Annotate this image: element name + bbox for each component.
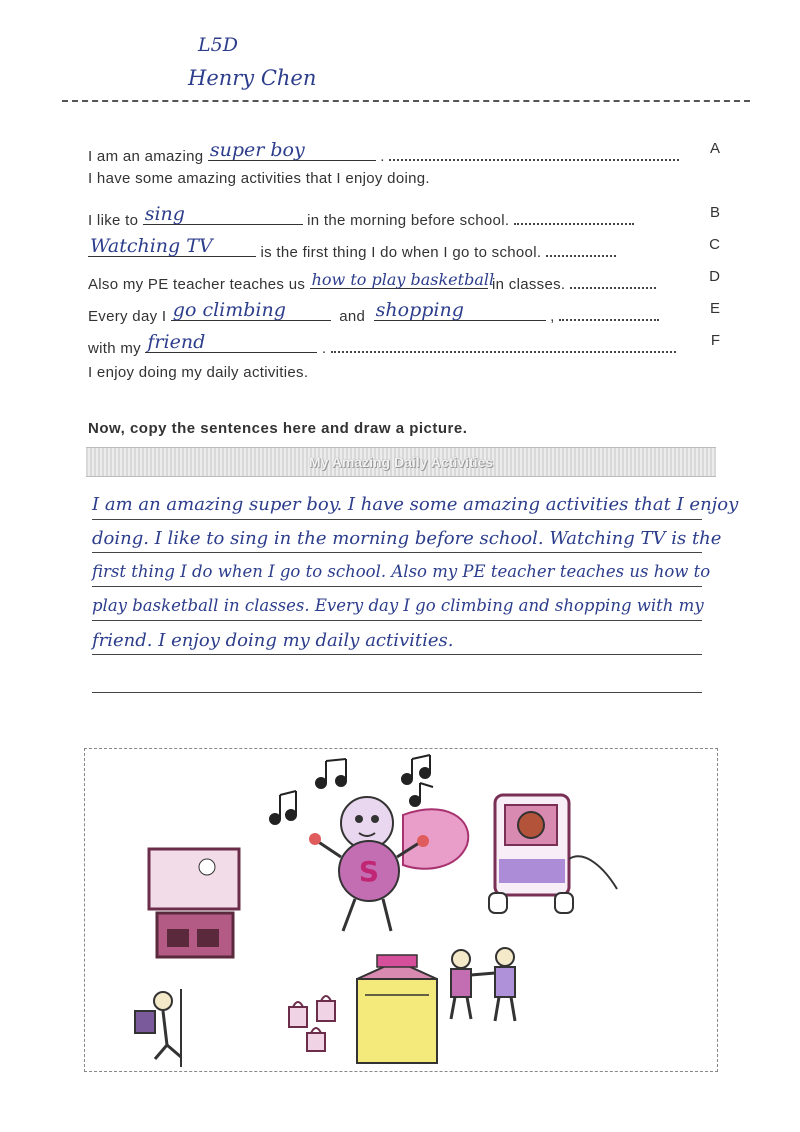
row-e-blank-1[interactable]	[171, 298, 331, 321]
row-f-letter: F	[710, 332, 720, 349]
row-b-blank[interactable]	[143, 202, 303, 225]
shopping-bags	[289, 996, 335, 1051]
row-a-letter: A	[709, 140, 720, 157]
worksheet-row-e	[88, 298, 720, 326]
row-d-post: in classes.	[492, 276, 566, 293]
worksheet-row-text-2	[88, 364, 720, 392]
row-a-blank[interactable]	[208, 138, 376, 161]
row-b-post: in the morning before school.	[307, 212, 510, 229]
friends-figures	[451, 948, 515, 1021]
row-d-dots	[570, 275, 656, 289]
row-text-1: I have some amazing activities that I enjoy doing.	[88, 170, 430, 187]
worksheet-row-text-1	[88, 170, 720, 198]
row-f-dots	[331, 339, 676, 353]
top-divider	[62, 100, 750, 102]
row-b-pre: I like to	[88, 212, 139, 229]
row-e-dots	[559, 307, 659, 321]
hero-cape	[403, 809, 468, 868]
superhero-figure	[309, 797, 468, 931]
row-f-post: .	[321, 340, 327, 357]
worksheet-row-f	[88, 330, 720, 358]
row-e-answer-2: shopping	[375, 299, 464, 321]
copy-line-4: play basketball in classes. Every day I go climbing and shopping with my	[92, 596, 704, 615]
section-banner	[86, 447, 716, 477]
student-name: Henry Chen	[188, 66, 317, 90]
row-c-blank[interactable]	[88, 234, 256, 257]
class-code: L5D	[198, 34, 238, 56]
row-b-answer: sing	[144, 203, 185, 225]
writing-line-2	[92, 552, 702, 553]
tv-drawing	[149, 849, 239, 957]
worksheet-row-b	[88, 202, 720, 230]
row-text-2: I enjoy doing my daily activities.	[88, 364, 309, 381]
row-e-pre: Every day I	[88, 308, 167, 325]
row-d-answer: how to play basketball	[311, 270, 495, 289]
row-e-letter: E	[709, 300, 720, 317]
row-f-answer: friend	[147, 331, 206, 353]
worksheet-row-c	[88, 234, 720, 262]
copy-line-3: first thing I do when I go to school. Also my PE teacher teaches us how to	[92, 562, 711, 581]
copy-line-2: doing. I like to sing in the morning before school. Watching TV is the	[92, 528, 722, 549]
climber-figure	[135, 989, 181, 1067]
music-note-3	[402, 755, 430, 784]
row-f-pre: with my	[88, 340, 141, 357]
writing-line-4	[92, 620, 702, 621]
row-a-answer: super boy	[209, 139, 305, 161]
writing-line-1	[92, 519, 702, 520]
row-d-pre: Also my PE teacher teaches us	[88, 276, 306, 293]
tv-screen	[149, 849, 239, 909]
row-e-mid: and	[339, 308, 366, 325]
basketball-icon	[518, 812, 544, 838]
row-e-blank-2[interactable]	[374, 298, 546, 321]
copy-line-5: friend. I enjoy doing my daily activities.	[92, 630, 454, 651]
music-note-2	[316, 759, 346, 788]
music-note-4	[410, 783, 433, 806]
worksheet-row-a	[88, 138, 720, 166]
drawing-canvas	[85, 749, 717, 1071]
section-title: My Amazing Daily Activities	[308, 454, 494, 470]
writing-line-5	[92, 654, 702, 655]
row-d-blank[interactable]	[310, 266, 495, 289]
row-a-post: .	[380, 148, 385, 165]
row-c-post: is the first thing I do when I go to school.	[260, 244, 542, 261]
row-b-dots	[514, 211, 634, 225]
basketball-machine	[489, 795, 617, 913]
row-c-dots	[546, 243, 616, 257]
hero-chest-letter: S	[358, 855, 380, 888]
row-a-pre: I am an amazing	[88, 148, 204, 165]
shop-building	[357, 955, 437, 1063]
row-a-dots	[389, 147, 679, 161]
row-c-letter: C	[709, 236, 720, 253]
row-f-blank[interactable]	[145, 330, 317, 353]
copy-line-1: I am an amazing super boy. I have some amazing activities that I enjoy	[92, 494, 739, 515]
row-e-post: ,	[550, 308, 555, 325]
row-c-answer: Watching TV	[90, 235, 213, 257]
copy-instruction: Now, copy the sentences here and draw a picture.	[88, 420, 468, 437]
writing-line-6	[92, 692, 702, 693]
row-d-letter: D	[709, 268, 720, 285]
drawing-frame	[84, 748, 718, 1072]
writing-line-3	[92, 586, 702, 587]
row-e-answer-1: go climbing	[172, 299, 286, 321]
music-note-1	[270, 791, 296, 824]
row-b-letter: B	[709, 204, 720, 221]
worksheet-row-d	[88, 266, 720, 294]
